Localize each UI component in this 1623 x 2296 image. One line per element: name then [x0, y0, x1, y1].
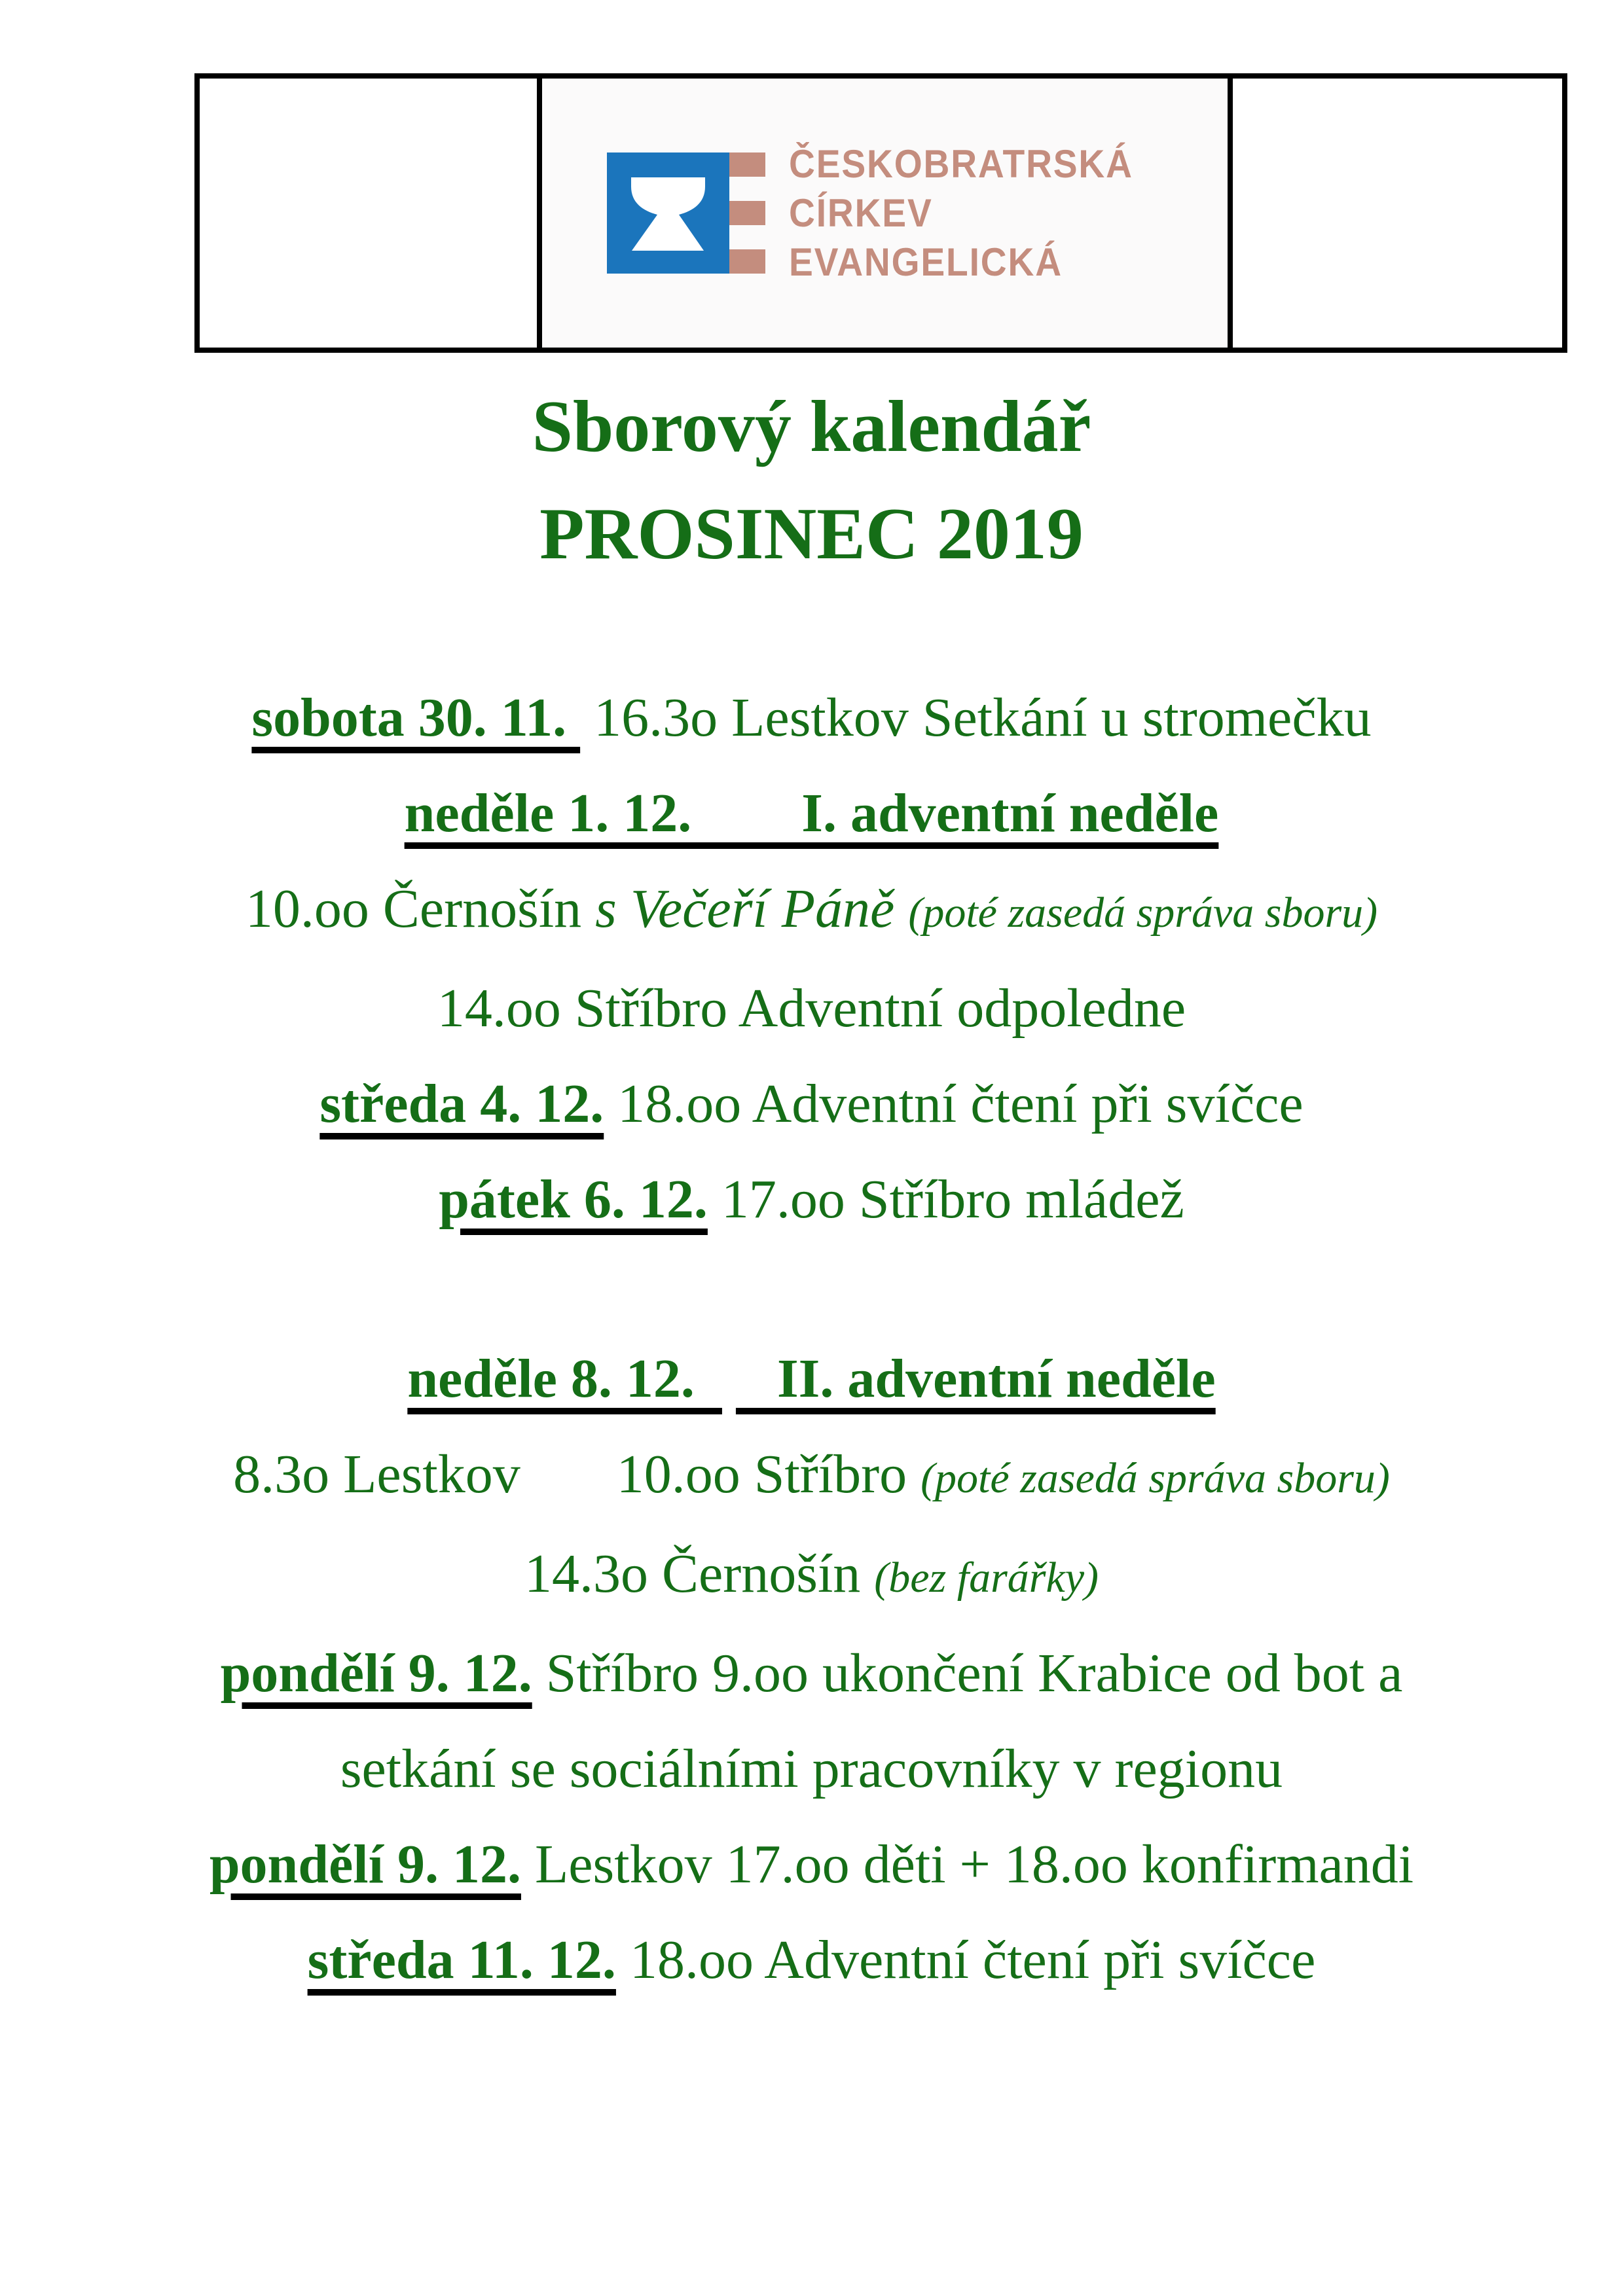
- event-line: [0, 766, 1623, 861]
- event-segment: [722, 1348, 736, 1409]
- logo-wordmark: [789, 139, 1133, 287]
- logo-wordmark-line1: ČESKOBRATRSKÁ: [788, 142, 1133, 186]
- logo-bar-top: [729, 152, 765, 177]
- event-segment: II. adventní neděle: [735, 1348, 1216, 1409]
- event-segment: sobota 30. 11.: [251, 687, 581, 748]
- event-line: [0, 1817, 1623, 1912]
- logo-bar-bottom: [729, 249, 765, 274]
- event-segment: pondělí 9. 12.: [220, 1643, 532, 1704]
- event-segment: 14.3o Černošín: [524, 1543, 875, 1604]
- event-segment: setkání se sociálními pracovníky v regionu: [340, 1738, 1283, 1799]
- event-segment: 8.3o Lestkov 10.oo Stříbro: [233, 1444, 921, 1505]
- event-segment: 16.3o Lestkov Setkání u stromečku: [580, 687, 1372, 748]
- event-line: [0, 1331, 1623, 1427]
- page-subtitle: PROSINEC 2019: [539, 493, 1084, 575]
- event-line: [0, 861, 1623, 961]
- page-title: Sborový kalendář: [532, 386, 1091, 467]
- cce-logo: [607, 139, 1163, 287]
- event-segment: 14.oo Stříbro Adventní odpoledne: [437, 978, 1186, 1039]
- event-segment: (poté zasedá správa sboru): [908, 889, 1378, 937]
- event-segment: 18.oo Adventní čtení při svíčce: [604, 1073, 1304, 1134]
- event-line: [0, 1912, 1623, 2008]
- event-segment: neděle 1. 12. I. adventní neděle: [404, 783, 1219, 844]
- event-line: [0, 1721, 1623, 1817]
- event-line: [0, 1626, 1623, 1721]
- event-segment: Stříbro 9.oo ukončení Krabice od bot a: [532, 1643, 1403, 1704]
- event-line: [0, 670, 1623, 766]
- event-segment: 18.oo Adventní čtení při svíčce: [615, 1929, 1316, 1990]
- event-segment: pondělí 9. 12.: [209, 1834, 521, 1895]
- event-line: [0, 1056, 1623, 1152]
- event-segment: středa 11. 12.: [307, 1929, 616, 1990]
- chalice-icon: [607, 152, 729, 274]
- event-segment: (poté zasedá správa sboru): [921, 1454, 1390, 1502]
- event-line: [0, 1526, 1623, 1626]
- event-segment: 10.oo Černošín: [245, 878, 596, 939]
- logo-wordmark-line2: CÍRKEV: [788, 191, 933, 235]
- logo-e-bars: [729, 152, 765, 274]
- event-line: [0, 961, 1623, 1056]
- event-segment: 17.oo Stříbro mládež: [707, 1169, 1184, 1230]
- event-line: [0, 1427, 1623, 1526]
- event-segment: Lestkov 17.oo děti + 18.oo konfirmandi: [520, 1834, 1414, 1895]
- header-cell-logo: [537, 79, 1233, 348]
- title-block: [0, 373, 1623, 588]
- event-segment: neděle 8. 12.: [407, 1348, 722, 1409]
- event-segment: středa 4. 12.: [319, 1073, 604, 1134]
- logo-bar-middle: [729, 201, 765, 225]
- event-segment: pátek 6. 12.: [439, 1169, 708, 1230]
- header-cell-right: [1233, 79, 1562, 348]
- events-list: [0, 670, 1623, 2008]
- event-segment: s Večeří Páně: [595, 878, 909, 939]
- event-segment: (bez farářky): [874, 1554, 1099, 1602]
- event-line: [0, 1152, 1623, 1247]
- header-table: [194, 73, 1567, 353]
- header-cell-left: [200, 79, 537, 348]
- logo-wordmark-line3: EVANGELICKÁ: [788, 240, 1063, 284]
